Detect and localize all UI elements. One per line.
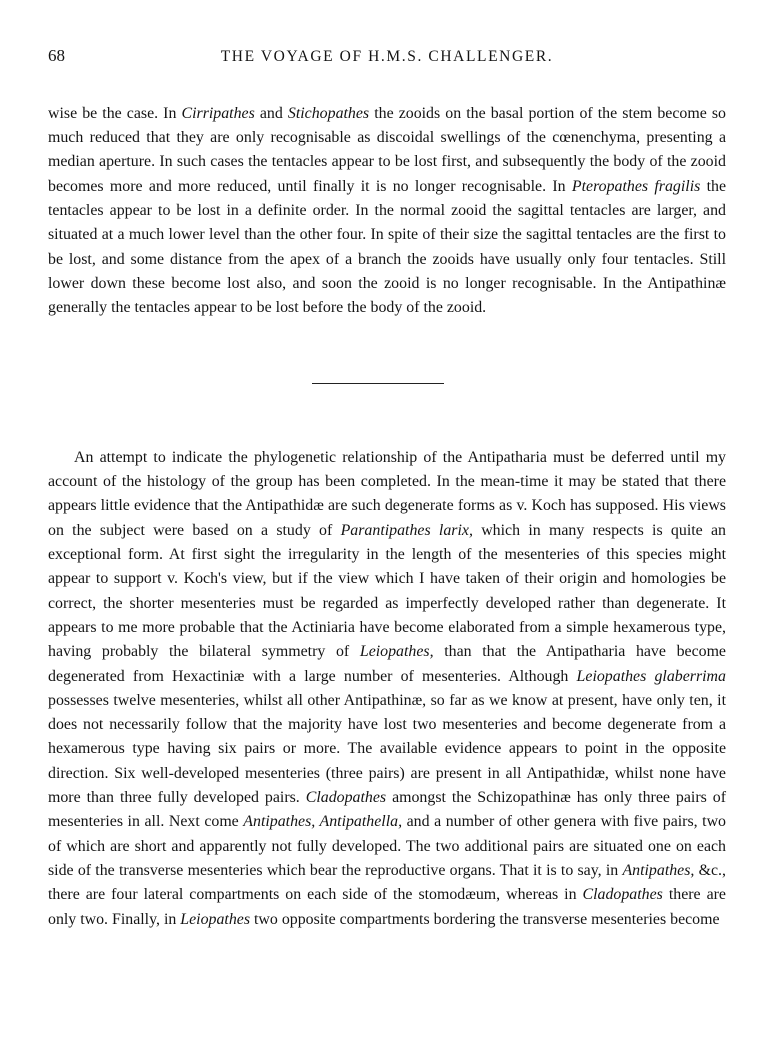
genus-name: Leiopathes [180,910,251,928]
running-title: THE VOYAGE OF H.M.S. CHALLENGER. [220,48,554,65]
text-run: possesses twelve mesenteries, whilst all other Antipathinæ, so far as we know at present, have only ten, it does not necessarily follow that the majority have lost two mesenteries and become degenerate from a hexamerous type having six pairs or more. The available evidence appears to point in the opposite direction. Six well-developed mesenteries (three pairs) are present in all Antipathidæ, whilst none have more than three fully developed pairs. [48,691,726,807]
genus-name: Cladopathes [305,789,387,807]
text-run: wise be the case. In [48,104,182,122]
text-run: there are only two. Finally, in [48,886,726,928]
text-run: &c., there are four lateral compartments on each side of the stomodæum, whereas in [48,861,726,904]
species-name: Pteropathes fragilis [571,177,701,195]
page-header [48,46,726,72]
text-run: and a number of other genera with five pairs, two of which are short and apparently not fully developed. The two additional pairs are situated one on each side of the transverse mesenteries which bear the reproductive organs. That it is to say, in [48,813,726,879]
text-run: the zooids on the basal portion of the stem become so much reduced that they are only recognisable as discoidal swellings of the cœnenchyma, presenting a median aperture. In such cases the tentacles appear to be lost first, and subsequently the body of the zooid becomes more and more reduced, until finally it is no longer recognisable. In [48,104,726,195]
genus-name: Leiopathes, [359,643,434,661]
text-run: the tentacles appear to be lost in a definite order. In the normal zooid the sagittal tentacles are larger, and situated at a much lower level than the other four. In spite of their size the sagittal tentacles are the first to be lost, and some distance from the apex of a branch the zooids have usually only four tentacles. Still lower down these become lost also, and soon the zooid is no longer recognisable. In the Antipathinæ generally the tentacles appear to be lost before the body of the zooid. [48,177,727,317]
text-run: which in many respects is quite an exceptional form. At first sight the irregularity in the length of the mesenteries of this species might appear to support v. Koch's view, but if the view which I have taken of their origin and homologies be correct, the shorter mesenteries must be regarded as imperfectly developed rather than degenerate. It appears to me more probable that the Actiniaria have become elaborated from a simple hexamerous type, having probably the bilateral symmetry of [48,521,726,661]
text-run: than that the Antipatharia have become degenerated from Hexactiniæ with a large number of mesenteries. Although [48,643,726,685]
section-divider [312,383,444,384]
genus-name: Stichopathes [287,104,370,122]
genus-name: Cirripathes [181,104,255,122]
genus-name: Cladopathes [582,886,663,904]
text-run: An attempt to indicate the phylogenetic relationship of the Antipatharia must be deferred until my account of the histology of the group has been completed. In the mean-time it may be stated that there appears little evidence that the Antipathidæ are such degenerate forms as v. Koch has supposed. His views on the subject were based on a study of [48,448,726,539]
paragraph-phylogeny [48,446,726,932]
genus-name: Antipathes, [622,861,695,879]
text-run: two opposite compartments bordering the transverse mesenteries become [250,910,720,928]
text-run: amongst the Schizopathinæ has only three pairs of mesenteries in all. Next come [48,789,727,831]
species-name: Parantipathes larix, [340,521,473,539]
page-number: 68 [48,46,65,65]
paragraph-zooid-reduction [48,102,726,321]
genus-name: Antipathes, Antipathella, [243,813,403,831]
text-run: and [254,104,288,122]
species-name: Leiopathes glaberrima [576,667,726,685]
